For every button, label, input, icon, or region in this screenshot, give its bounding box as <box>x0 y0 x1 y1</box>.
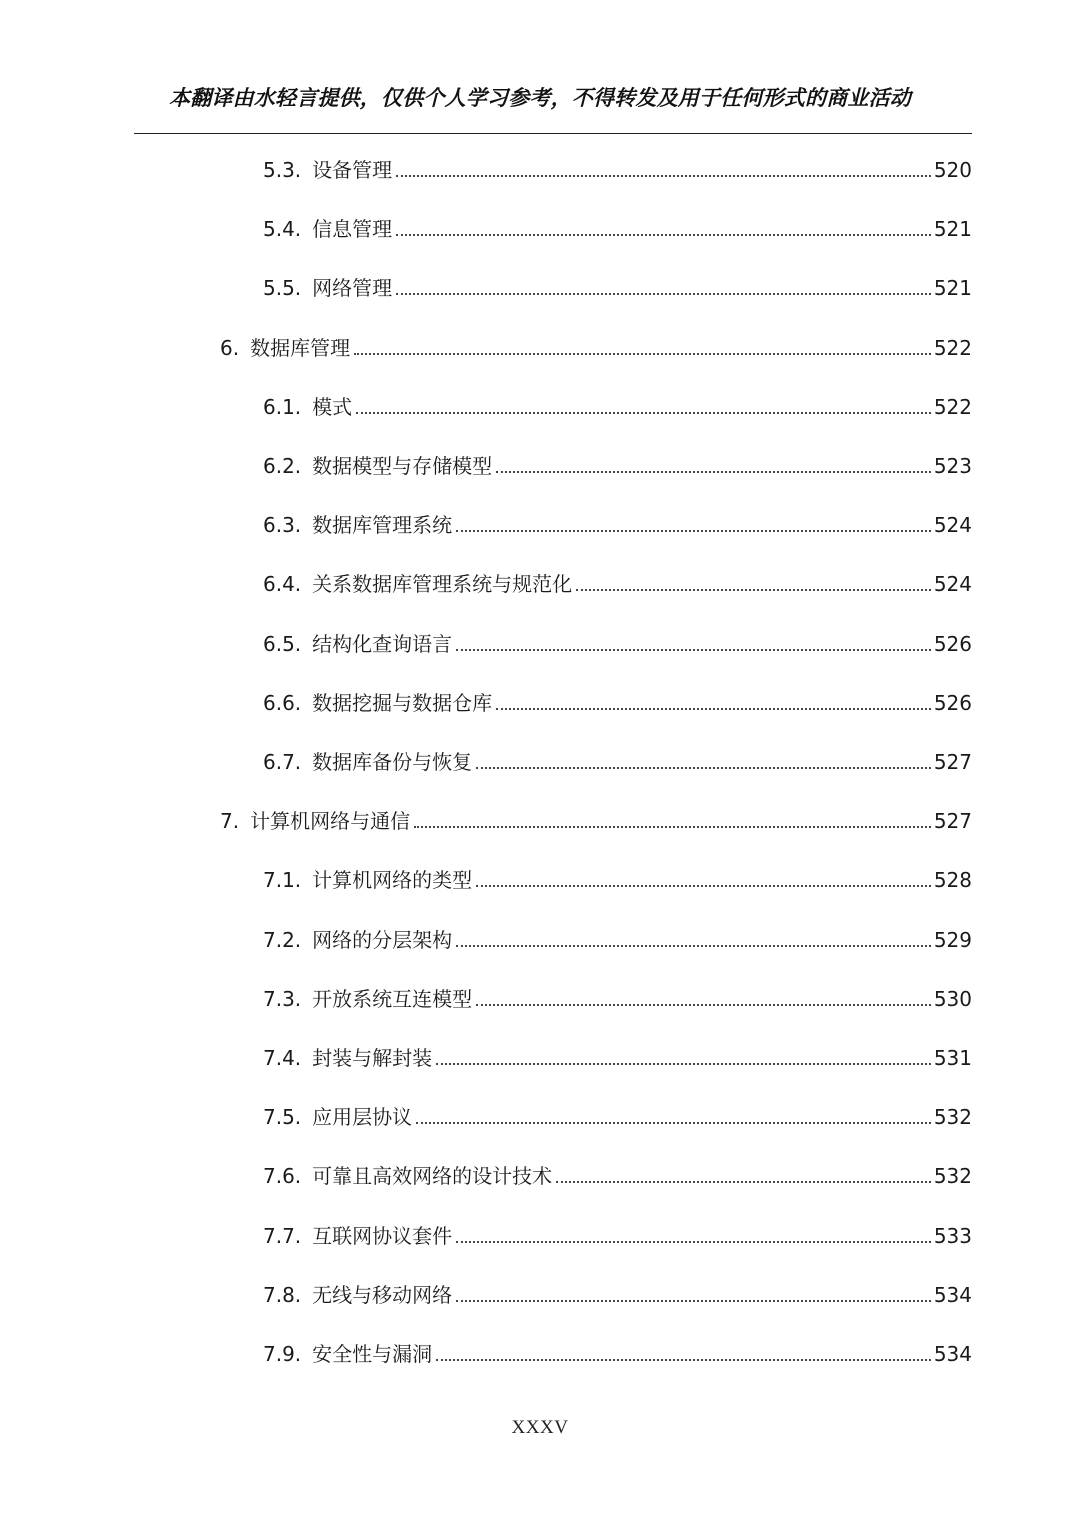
toc-dot-leader <box>456 1300 931 1302</box>
toc-entry-page: 526 <box>933 632 972 656</box>
toc-entry[interactable] <box>263 923 972 953</box>
toc-entry-title: 数据库备份与恢复 <box>312 750 473 774</box>
toc-entry-title: 网络管理 <box>312 276 393 300</box>
toc-entry-title: 计算机网络与通信 <box>250 809 411 833</box>
toc-dot-leader <box>496 471 931 473</box>
toc-entry[interactable] <box>263 863 972 893</box>
toc-entry-title: 模式 <box>312 395 353 419</box>
toc-entry-number: 7.9. <box>263 1342 302 1366</box>
toc-dot-leader <box>354 353 931 355</box>
toc-entry[interactable] <box>263 449 972 479</box>
page-number: XXXV <box>511 1417 569 1438</box>
toc-dot-leader <box>476 767 931 769</box>
toc-entry-page: 530 <box>933 987 972 1011</box>
toc-entry-title: 计算机网络的类型 <box>312 868 473 892</box>
toc-entry-page: 532 <box>933 1105 972 1129</box>
toc-entry[interactable] <box>263 212 972 242</box>
toc-dot-leader <box>396 234 931 236</box>
toc-entry-number: 7.5. <box>263 1105 302 1129</box>
toc-dot-leader <box>436 1063 931 1065</box>
page-header-notice: 本翻译由水轻言提供，仅供个人学习参考，不得转发及用于任何形式的商业活动 <box>169 86 911 110</box>
toc-entry-title: 数据挖掘与数据仓库 <box>312 691 493 715</box>
toc-entry-number: 7.3. <box>263 987 302 1011</box>
toc-entry-title: 互联网协议套件 <box>312 1224 453 1248</box>
toc-entry-page: 521 <box>933 276 972 300</box>
toc-entry-title: 数据模型与存储模型 <box>312 454 493 478</box>
toc-entry[interactable] <box>263 1159 972 1189</box>
toc-entry-number: 6.4. <box>263 572 302 596</box>
toc-entry-title: 数据库管理系统 <box>312 513 453 537</box>
toc-entry-number: 7. <box>220 809 240 833</box>
toc-entry-title: 网络的分层架构 <box>312 928 453 952</box>
toc-entry[interactable] <box>263 627 972 657</box>
toc-entry[interactable] <box>220 804 972 834</box>
toc-entry-page: 522 <box>933 336 972 360</box>
toc-dot-leader <box>456 945 931 947</box>
toc-entry[interactable] <box>263 390 972 420</box>
toc-entry-number: 7.8. <box>263 1283 302 1307</box>
toc-entry[interactable] <box>263 1100 972 1130</box>
toc-entry-page: 521 <box>933 217 972 241</box>
toc-entry-page: 526 <box>933 691 972 715</box>
toc-dot-leader <box>416 1122 931 1124</box>
toc-entry-number: 7.7. <box>263 1224 302 1248</box>
toc-entry-page: 533 <box>933 1224 972 1248</box>
toc-dot-leader <box>456 1241 931 1243</box>
toc-entry-page: 527 <box>933 750 972 774</box>
toc-entry-page: 527 <box>933 809 972 833</box>
toc-entry-number: 7.4. <box>263 1046 302 1070</box>
toc-dot-leader <box>396 175 931 177</box>
toc-entry[interactable] <box>263 1219 972 1249</box>
toc-entry-title: 关系数据库管理系统与规范化 <box>312 572 573 596</box>
toc-entry-number: 7.1. <box>263 868 302 892</box>
toc-entry[interactable] <box>263 271 972 301</box>
toc-entry[interactable] <box>263 567 972 597</box>
toc-entry[interactable] <box>263 1337 972 1367</box>
toc-dot-leader <box>414 826 931 828</box>
toc-dot-leader <box>576 589 931 591</box>
toc-entry-page: 532 <box>933 1164 972 1188</box>
toc-entry-title: 安全性与漏洞 <box>312 1342 433 1366</box>
toc-entry-number: 6. <box>220 336 240 360</box>
toc-dot-leader <box>356 412 931 414</box>
toc-entry-number: 6.2. <box>263 454 302 478</box>
toc-entry-page: 529 <box>933 928 972 952</box>
toc-entry-page: 524 <box>933 513 972 537</box>
toc-entry-number: 6.3. <box>263 513 302 537</box>
toc-entry-title: 应用层协议 <box>312 1105 413 1129</box>
toc-entry-page: 534 <box>933 1283 972 1307</box>
toc-entry-number: 5.3. <box>263 158 302 182</box>
toc-entry[interactable] <box>263 1041 972 1071</box>
toc-entry-page: 520 <box>933 158 972 182</box>
toc-entry-title: 无线与移动网络 <box>312 1283 453 1307</box>
toc-dot-leader <box>476 885 931 887</box>
toc-entry-page: 534 <box>933 1342 972 1366</box>
toc-entry-number: 7.6. <box>263 1164 302 1188</box>
toc-entry-title: 结构化查询语言 <box>312 632 453 656</box>
toc-entry-title: 开放系统互连模型 <box>312 987 473 1011</box>
toc-entry-number: 6.5. <box>263 632 302 656</box>
toc-dot-leader <box>456 530 931 532</box>
toc-entry-number: 6.1. <box>263 395 302 419</box>
toc-entry[interactable] <box>263 982 972 1012</box>
toc-entry[interactable] <box>263 153 972 183</box>
toc-entry-page: 522 <box>933 395 972 419</box>
toc-entry-title: 信息管理 <box>312 217 393 241</box>
toc-entry-number: 7.2. <box>263 928 302 952</box>
toc-entry[interactable] <box>263 1278 972 1308</box>
toc-entry-number: 5.5. <box>263 276 302 300</box>
toc-entry-page: 531 <box>933 1046 972 1070</box>
toc-dot-leader <box>436 1359 931 1361</box>
toc-dot-leader <box>476 1004 931 1006</box>
toc-entry-number: 6.6. <box>263 691 302 715</box>
toc-entry-page: 528 <box>933 868 972 892</box>
toc-entry-title: 封装与解封装 <box>312 1046 433 1070</box>
toc-dot-leader <box>456 649 931 651</box>
toc-entry-title: 设备管理 <box>312 158 393 182</box>
toc-entry-page: 523 <box>933 454 972 478</box>
toc-dot-leader <box>396 293 931 295</box>
toc-entry[interactable] <box>263 745 972 775</box>
toc-entry[interactable] <box>263 686 972 716</box>
toc-dot-leader <box>496 708 931 710</box>
toc-entry[interactable] <box>220 331 972 361</box>
toc-entry-title: 可靠且高效网络的设计技术 <box>312 1164 553 1188</box>
toc-entry-number: 6.7. <box>263 750 302 774</box>
toc-dot-leader <box>556 1181 931 1183</box>
toc-entry[interactable] <box>263 508 972 538</box>
toc-entry-title: 数据库管理 <box>250 336 351 360</box>
toc-entry-number: 5.4. <box>263 217 302 241</box>
toc-entry-page: 524 <box>933 572 972 596</box>
